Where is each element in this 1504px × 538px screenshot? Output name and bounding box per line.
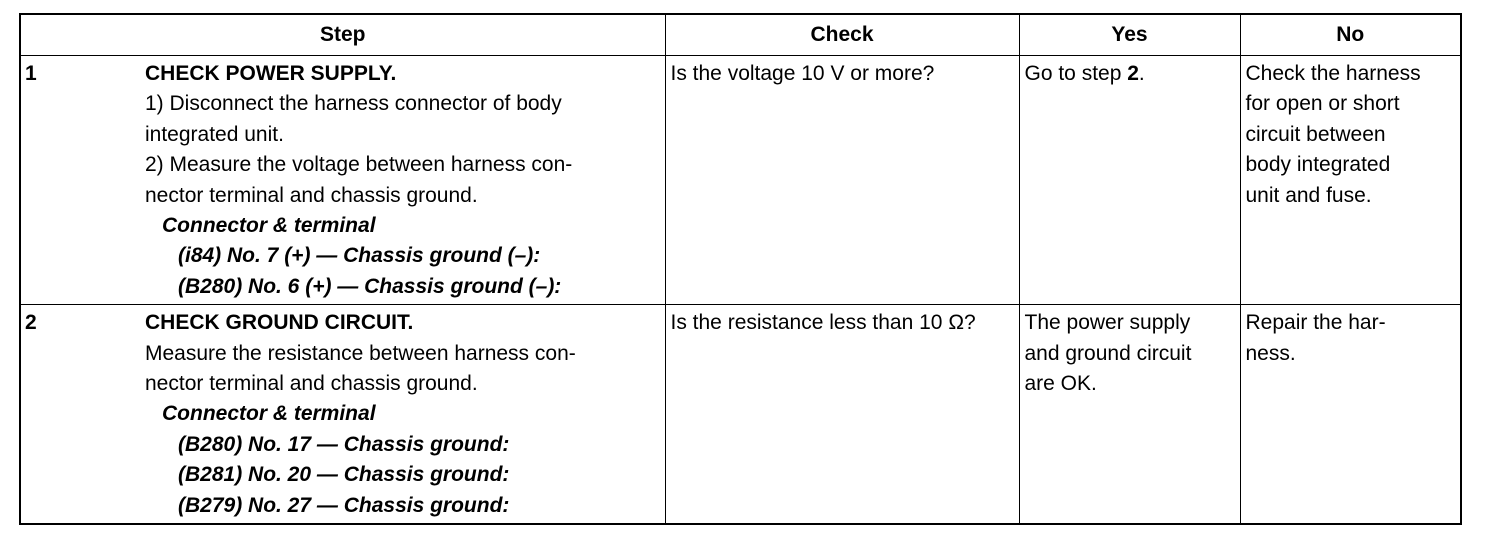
table-row (20, 56, 1461, 305)
no-cell (1240, 305, 1461, 524)
yes-action (1025, 59, 1235, 89)
check-question: Is the voltage 10 V or more? (670, 62, 935, 85)
header-check: Check (665, 14, 1019, 56)
diagnostic-procedure-table (19, 13, 1462, 525)
connector-terminal-heading: Connector & terminal (162, 214, 376, 238)
no-action-line: Check the harness (1245, 62, 1421, 85)
step-number: 2 (25, 311, 37, 335)
check-cell (665, 56, 1019, 305)
connector-terminal-item: (B279) No. 27 — Chassis ground: (178, 493, 510, 517)
step-title: CHECK POWER SUPPLY. (145, 62, 397, 85)
yes-action-line: The power supply (1024, 311, 1191, 335)
yes-cell (1019, 305, 1240, 524)
connector-terminal-item: (B281) No. 20 — Chassis ground: (178, 463, 510, 487)
check-question: Is the resistance less than 10 Ω? (670, 311, 976, 335)
yes-action-line: and ground circuit (1024, 341, 1192, 365)
step-reference: 2 (1127, 62, 1139, 85)
no-cell (1240, 56, 1461, 305)
no-action-line: circuit between (1245, 122, 1386, 146)
no-action-line: unit and fuse. (1245, 183, 1372, 207)
step-instruction: Measure the resistance between harness con- (145, 341, 576, 365)
no-action-line: body integrated (1245, 153, 1391, 177)
yes-action-prefix: Go to step (1024, 62, 1128, 85)
step-instruction: 1) Disconnect the harness connector of body (145, 92, 562, 116)
yes-action-suffix: . (1138, 62, 1145, 85)
connector-terminal-heading: Connector & terminal (162, 402, 376, 426)
no-action-line: Repair the har- (1245, 311, 1386, 335)
header-no: No (1240, 14, 1461, 56)
check-cell (665, 305, 1019, 524)
connector-terminal-item: (B280) No. 6 (+) — Chassis ground (–): (178, 274, 562, 298)
step-cell (20, 305, 665, 524)
step-instruction: nector terminal and chassis ground. (145, 372, 478, 396)
header-yes: Yes (1019, 14, 1240, 56)
step-cell (20, 56, 665, 305)
no-action-line: ness. (1245, 341, 1296, 365)
connector-terminal-item: (B280) No. 17 — Chassis ground: (178, 432, 510, 456)
connector-terminal-item: (i84) No. 7 (+) — Chassis ground (–): (178, 244, 541, 268)
step-body (145, 59, 660, 302)
step-instruction: 2) Measure the voltage between harness con- (145, 153, 573, 177)
step-title: CHECK GROUND CIRCUIT. (145, 311, 414, 335)
table-row (20, 305, 1461, 524)
table-header-row (20, 14, 1461, 56)
step-instruction: nector terminal and chassis ground. (145, 183, 478, 207)
no-action-line: for open or short (1245, 92, 1400, 116)
step-body (145, 308, 660, 521)
step-number: 1 (25, 62, 37, 85)
yes-cell (1019, 56, 1240, 305)
yes-action-line: are OK. (1024, 372, 1097, 396)
step-instruction: integrated unit. (145, 122, 284, 146)
header-step: Step (20, 14, 665, 56)
